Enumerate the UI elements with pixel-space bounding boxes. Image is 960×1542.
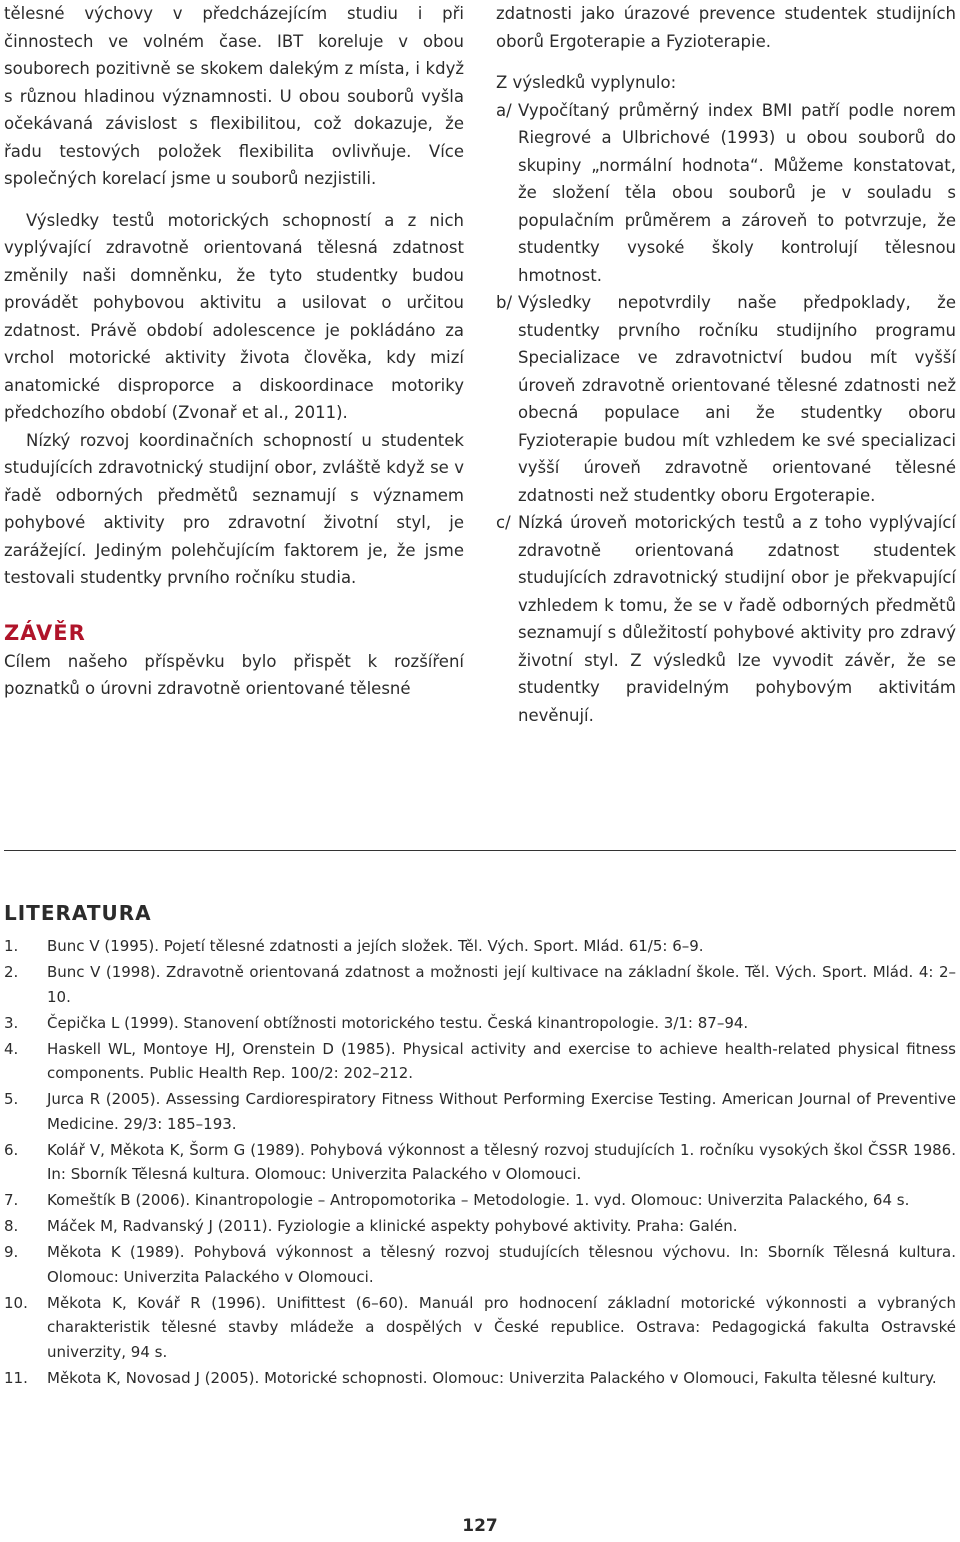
reference-number: 9. — [4, 1243, 19, 1261]
reference-text: Měkota K (1989). Pohybová výkonnost a tělesný rozvoj studujících tělesnou výchovu. In: Sborník Tělesná kultura. Olomouc: Univerzita Palackého v Olomouci. — [47, 1243, 956, 1286]
reference-text: Měkota K, Kovář R (1996). Unifittest (6–60). Manuál pro hodnocení základní motorické výkonnosti a vybraných charakteristik tělesné stavby mládeže a dospělých v České republice. Ostrava: Pedagogická fakulta Ostravské univerzity, 94 s. — [47, 1293, 956, 1361]
reference-item — [4, 1214, 956, 1239]
reference-text: Komeštík B (2006). Kinantropologie – Antropomotorika – Metodologie. 1. vyd. Olomouc: Univerzita Palackého, 64 s. — [47, 1191, 910, 1209]
body-paragraph: Výsledky testů motorických schopností a z nich vyplývající zdravotně orientovaná tělesná zdatnost změnily naši domněnku, že tyto studentky budou provádět pohybovou aktivitu a usilovat o určitou zdatnost. Právě období adolescence je pokládáno za vrchol motorické aktivity života člověka, kdy mizí anatomické disproporce a diskoordinace motoriky předchozího období (Zvonař et al., 2011). — [4, 210, 464, 422]
reference-item — [4, 960, 956, 1009]
reference-number: 1. — [4, 937, 19, 955]
reference-number: 6. — [4, 1140, 19, 1159]
finding-item — [496, 289, 956, 509]
reference-text: Měkota K, Novosad J (2005). Motorické schopnosti. Olomouc: Univerzita Palackého v Olomouci, Fakulta tělesné kultury. — [47, 1368, 937, 1387]
left-column — [4, 0, 464, 703]
findings-intro: Z výsledků vyplynulo: — [496, 73, 677, 92]
reference-text: Bunc V (1995). Pojetí tělesné zdatnosti a jejích složek. Těl. Vých. Sport. Mlád. 61/5: 6–9. — [47, 937, 704, 955]
section-divider — [4, 850, 956, 851]
reference-item — [4, 934, 956, 959]
reference-number: 7. — [4, 1191, 19, 1209]
finding-item — [496, 509, 956, 729]
reference-item — [4, 1366, 956, 1391]
reference-number: 2. — [4, 963, 19, 981]
body-paragraph: zdatnosti jako úrazové prevence studentek studijních oborů Ergoterapie a Fyzioterapie. — [496, 4, 956, 51]
reference-text: Máček M, Radvanský J (2011). Fyziologie a klinické aspekty pohybové aktivity. Praha: Galén. — [47, 1217, 738, 1235]
reference-text: Kolář V, Měkota K, Šorm G (1989). Pohybová výkonnost a tělesný rozvoj studujících 1. ročníku vysokých škol ČSSR 1986. In: Sborník Tělesná kultura. Olomouc: Univerzita Palackého v Olomouci. — [47, 1140, 956, 1183]
reference-item — [4, 1138, 956, 1187]
body-paragraph: Nízký rozvoj koordinačních schopností u studentek studujících zdravotnický studijní obor, zvláště když se v řadě odborných předmětů seznamují s významem pohybové aktivity pro zdravotní životní styl, je zarážející. Jediným polehčujícím faktorem je, že jsme testovali studentky prvního ročníku studia. — [4, 430, 464, 587]
reference-item — [4, 1188, 956, 1213]
finding-marker: c/ — [496, 513, 511, 532]
reference-number: 11. — [4, 1368, 28, 1387]
reference-item — [4, 1291, 956, 1365]
finding-marker: b/ — [496, 293, 513, 312]
body-paragraph: Cílem našeho příspěvku bylo přispět k rozšíření poznatků o úrovni zdravotně orientované tělesné — [4, 651, 464, 698]
section-heading-conclusion: ZÁVĚR — [4, 620, 86, 645]
finding-text: Nízká úroveň motorických testů a z toho vyplývající zdravotně orientovaná zdatnost studentek studujících zdravotnický studijní obor je překvapující vzhledem k tomu, že se v řadě odborných předmětů seznamují s důležitostí pohybové aktivity pro zdravý životní styl. Z výsledků lze vyvodit závěr, že se studentky pravidelným pohybovým aktivitám nevěnují. — [518, 513, 956, 725]
reference-number: 5. — [4, 1090, 19, 1108]
finding-marker: a/ — [496, 100, 512, 120]
page-number: 127 — [462, 1516, 498, 1536]
references-heading: LITERATURA — [4, 901, 152, 925]
references-section — [4, 898, 956, 1392]
finding-text: Výsledky nepotvrdily naše předpoklady, že studentky prvního ročníku studijního programu Specializace ve zdravotnictví budou mít vyšší úroveň zdravotně orientované tělesné zdatnosti než obecná populace ani že studentky oboru Fyzioterapie budou mít vzhledem ke své specializaci vyšší úroveň zdravotně orientované tělesné zdatnosti než studentky oboru Ergoterapie. — [518, 293, 956, 505]
reference-number: 10. — [4, 1293, 28, 1312]
finding-item — [496, 97, 956, 290]
reference-text: Haskell WL, Montoye HJ, Orenstein D (1985). Physical activity and exercise to achieve health-related physical fitness components. Public Health Rep. 100/2: 202–212. — [47, 1039, 956, 1082]
reference-item — [4, 1240, 956, 1289]
reference-number: 8. — [4, 1217, 19, 1235]
reference-text: Bunc V (1998). Zdravotně orientovaná zdatnost a možnosti její kultivace na základní škole. Těl. Vých. Sport. Mlád. 4: 2–10. — [47, 963, 956, 1006]
reference-text: Jurca R (2005). Assessing Cardiorespiratory Fitness Without Performing Exercise Testing. American Journal of Preventive Medicine. 29/3: 185–193. — [47, 1090, 956, 1133]
reference-item — [4, 1011, 956, 1036]
body-paragraph: tělesné výchovy v předcházejícím studiu i při činnostech ve volném čase. IBT koreluje v obou souborech pozitivně se skokem dalekým z místa, i když s různou hladinou významnosti. U obou souborů vyšla očekávaná závislost s flexibilitou, což dokazuje, že řadu testových položek flexibilita ovlivňuje. Více společných korelací jsme u souborů nezjistili. — [4, 4, 464, 188]
right-column — [496, 0, 956, 729]
reference-number: 3. — [4, 1013, 19, 1032]
reference-number: 4. — [4, 1039, 19, 1058]
reference-text: Čepička L (1999). Stanovení obtížnosti motorického testu. Česká kinantropologie. 3/1: 87–94. — [47, 1013, 749, 1032]
reference-item — [4, 1037, 956, 1086]
reference-item — [4, 1087, 956, 1136]
finding-text: Vypočítaný průměrný index BMI patří podle norem Riegrové a Ulbrichové (1993) u obou souborů do skupiny „normální hodnota“. Můžeme konstatovat, že složení těla obou souborů je v souladu s populačním průměrem a zároveň to potvrzuje, že studentky vysoké školy kontrolují tělesnou hmotnost. — [518, 100, 956, 285]
